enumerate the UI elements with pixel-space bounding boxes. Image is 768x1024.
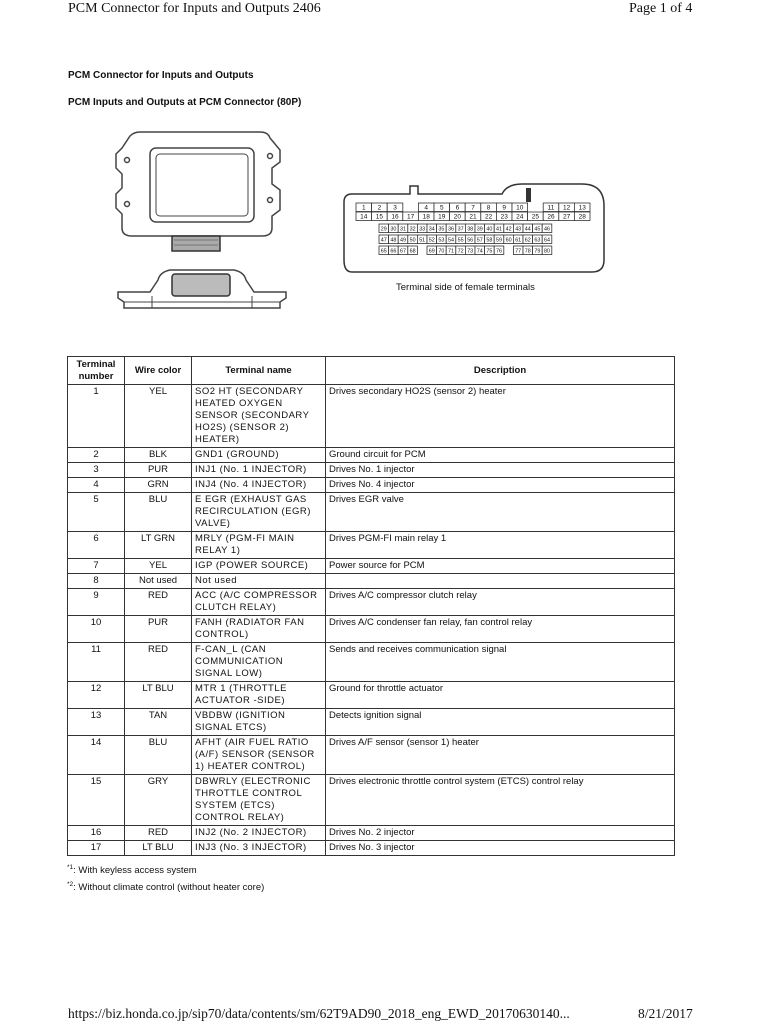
terminal-description bbox=[326, 574, 675, 589]
terminal-cell-label: 70 bbox=[438, 248, 445, 255]
terminal-description: Drives A/F sensor (sensor 1) heater bbox=[326, 736, 675, 775]
table-row bbox=[68, 589, 675, 616]
terminal-cell-label: 12 bbox=[562, 204, 571, 212]
footnotes bbox=[67, 861, 264, 895]
terminal-description: Detects ignition signal bbox=[326, 709, 675, 736]
terminal-cell-label: 39 bbox=[476, 226, 483, 233]
terminal-cell-label: 22 bbox=[484, 213, 493, 221]
terminal-cell-label: 24 bbox=[516, 213, 524, 221]
terminal-number: 16 bbox=[68, 826, 125, 841]
table-row bbox=[68, 559, 675, 574]
wire-color: PUR bbox=[125, 616, 192, 643]
terminal-description: Drives secondary HO2S (sensor 2) heater bbox=[326, 385, 675, 448]
terminal-name: E EGR (EXHAUST GAS RECIRCULATION (EGR) VALVE) bbox=[192, 493, 326, 532]
terminal-cell-label: 15 bbox=[375, 213, 384, 221]
terminal-name: IGP (POWER SOURCE) bbox=[192, 559, 326, 574]
pcm-connector-80p-terminal-diagram bbox=[342, 182, 607, 277]
terminal-cell-label: 21 bbox=[469, 213, 477, 221]
wire-color: TAN bbox=[125, 709, 192, 736]
terminal-cell-label: 33 bbox=[419, 226, 426, 233]
terminal-cell-label: 7 bbox=[471, 204, 475, 212]
terminal-cell-label: 57 bbox=[476, 237, 483, 244]
wire-color: BLU bbox=[125, 493, 192, 532]
terminal-description: Drives A/C compressor clutch relay bbox=[326, 589, 675, 616]
terminal-description: Power source for PCM bbox=[326, 559, 675, 574]
pcm-unit-illustration bbox=[112, 128, 302, 323]
table-row bbox=[68, 493, 675, 532]
terminal-cell-label: 58 bbox=[486, 237, 493, 244]
terminal-cell-label: 72 bbox=[457, 248, 464, 255]
terminal-name: INJ1 (No. 1 INJECTOR) bbox=[192, 463, 326, 478]
terminal-number: 15 bbox=[68, 775, 125, 826]
terminal-cell-label: 60 bbox=[505, 237, 512, 244]
terminal-cell-label: 59 bbox=[496, 237, 502, 244]
terminal-number: 10 bbox=[68, 616, 125, 643]
terminal-cell-label: 77 bbox=[515, 248, 522, 255]
terminal-cell-label: 37 bbox=[457, 226, 464, 233]
terminal-cell-label: 49 bbox=[400, 237, 406, 244]
terminal-cell-label: 4 bbox=[424, 204, 429, 212]
terminal-cell-label: 44 bbox=[524, 226, 531, 233]
terminal-cell-label: 41 bbox=[496, 226, 502, 233]
wire-color: GRY bbox=[125, 775, 192, 826]
terminal-number: 6 bbox=[68, 532, 125, 559]
document-header-title: PCM Connector for Inputs and Outputs 2406 bbox=[68, 1, 321, 16]
terminal-cell-label: 53 bbox=[438, 237, 445, 244]
terminal-cell-label: 19 bbox=[438, 213, 446, 221]
wire-color: BLK bbox=[125, 448, 192, 463]
terminal-cell-label: 61 bbox=[515, 237, 522, 244]
terminal-cell-label: 47 bbox=[380, 237, 387, 244]
terminal-cell-label: 1 bbox=[361, 204, 366, 212]
table-row bbox=[68, 385, 675, 448]
terminal-description: Ground circuit for PCM bbox=[326, 448, 675, 463]
wire-color: LT BLU bbox=[125, 682, 192, 709]
terminal-description: Drives No. 2 injector bbox=[326, 826, 675, 841]
page-number: Page 1 of 4 bbox=[629, 1, 693, 16]
terminal-cell-label: 52 bbox=[428, 237, 435, 244]
terminal-cell-label: 43 bbox=[515, 226, 522, 233]
terminal-cell-label: 13 bbox=[578, 204, 586, 212]
footnote-mark: *1 bbox=[67, 864, 74, 871]
terminal-name: FANH (RADIATOR FAN CONTROL) bbox=[192, 616, 326, 643]
terminal-cell-label: 46 bbox=[544, 226, 550, 233]
column-header-wire-color: Wire color bbox=[125, 357, 192, 385]
footer-url[interactable]: https://biz.honda.co.jp/sip70/data/contents/sm/62T9AD90_2018_eng_EWD_20170630140... bbox=[68, 1006, 570, 1021]
terminal-cell-label: 38 bbox=[467, 226, 474, 233]
section-heading: PCM Connector for Inputs and Outputs bbox=[68, 70, 254, 81]
terminal-cell-label: 51 bbox=[419, 237, 426, 244]
terminal-cell-label: 27 bbox=[562, 213, 571, 221]
terminal-cell-label: 8 bbox=[486, 204, 491, 212]
terminal-cell-label: 18 bbox=[422, 213, 430, 221]
terminal-description: Drives electronic throttle control system (ETCS) control relay bbox=[326, 775, 675, 826]
terminal-cell-label: 68 bbox=[409, 248, 416, 255]
wire-color: LT BLU bbox=[125, 841, 192, 856]
wire-color: RED bbox=[125, 826, 192, 841]
wire-color: PUR bbox=[125, 463, 192, 478]
terminal-number: 4 bbox=[68, 478, 125, 493]
terminal-cell-label: 80 bbox=[544, 248, 550, 255]
terminal-description: Drives PGM-FI main relay 1 bbox=[326, 532, 675, 559]
terminal-cell-label: 76 bbox=[496, 248, 502, 255]
column-header-terminal-number: Terminal number bbox=[68, 357, 125, 385]
table-row bbox=[68, 532, 675, 559]
terminal-cell-label: 62 bbox=[524, 237, 531, 244]
terminal-name: Not used bbox=[192, 574, 326, 589]
terminal-cell-label: 63 bbox=[534, 237, 541, 244]
terminal-cell-label: 67 bbox=[400, 248, 406, 255]
terminal-cell-label: 75 bbox=[486, 248, 493, 255]
table-row bbox=[68, 736, 675, 775]
terminal-name: GND1 (GROUND) bbox=[192, 448, 326, 463]
terminal-name: AFHT (AIR FUEL RATIO (A/F) SENSOR (SENSOR 1) HEATER CONTROL) bbox=[192, 736, 326, 775]
terminal-name: INJ2 (No. 2 INJECTOR) bbox=[192, 826, 326, 841]
terminal-cell-label: 28 bbox=[578, 213, 586, 221]
terminal-cell-label: 23 bbox=[500, 213, 508, 221]
terminal-cell-label: 17 bbox=[406, 213, 415, 221]
terminal-number: 14 bbox=[68, 736, 125, 775]
terminal-description: Drives No. 4 injector bbox=[326, 478, 675, 493]
terminal-number: 3 bbox=[68, 463, 125, 478]
wire-color: GRN bbox=[125, 478, 192, 493]
terminal-cell-label: 42 bbox=[505, 226, 512, 233]
wire-color: RED bbox=[125, 589, 192, 616]
terminal-cell-label: 71 bbox=[448, 248, 454, 255]
terminal-number: 17 bbox=[68, 841, 125, 856]
terminal-cell-label: 74 bbox=[476, 248, 483, 255]
terminal-cell-label: 20 bbox=[453, 213, 462, 221]
footnote bbox=[67, 861, 264, 878]
table-row bbox=[68, 643, 675, 682]
table-row bbox=[68, 775, 675, 826]
table-row bbox=[68, 448, 675, 463]
terminal-name: MRLY (PGM-FI MAIN RELAY 1) bbox=[192, 532, 326, 559]
terminal-description: Drives No. 3 injector bbox=[326, 841, 675, 856]
terminal-cell-label: 29 bbox=[380, 226, 387, 233]
terminal-cell-label: 79 bbox=[534, 248, 541, 255]
table-row bbox=[68, 826, 675, 841]
terminal-cell-label: 31 bbox=[400, 226, 406, 233]
terminal-cell-label: 50 bbox=[409, 237, 416, 244]
table-row bbox=[68, 682, 675, 709]
terminal-name: SO2 HT (SECONDARY HEATED OXYGEN SENSOR (SECONDARY HO2S) (SENSOR 2) HEATER) bbox=[192, 385, 326, 448]
terminal-number: 7 bbox=[68, 559, 125, 574]
terminal-cell-label: 26 bbox=[547, 213, 555, 221]
wire-color: Not used bbox=[125, 574, 192, 589]
table-row bbox=[68, 841, 675, 856]
table-row bbox=[68, 478, 675, 493]
column-header-terminal-name: Terminal name bbox=[192, 357, 326, 385]
terminal-cell-label: 45 bbox=[534, 226, 541, 233]
terminal-cell-label: 48 bbox=[390, 237, 397, 244]
terminal-cell-label: 3 bbox=[393, 204, 397, 212]
terminal-name: INJ3 (No. 3 INJECTOR) bbox=[192, 841, 326, 856]
terminal-cell-label: 5 bbox=[439, 204, 444, 212]
footer-date: 8/21/2017 bbox=[638, 1006, 693, 1021]
table-row bbox=[68, 574, 675, 589]
terminal-cell-label: 25 bbox=[531, 213, 540, 221]
terminal-number: 2 bbox=[68, 448, 125, 463]
terminal-cell-label: 64 bbox=[544, 237, 550, 244]
footnote-text: : Without climate control (without heater core) bbox=[73, 882, 265, 894]
connector-caption: Terminal side of female terminals bbox=[396, 282, 535, 293]
terminal-name: VBDBW (IGNITION SIGNAL ETCS) bbox=[192, 709, 326, 736]
terminal-description: Sends and receives communication signal bbox=[326, 643, 675, 682]
terminal-cell-label: 35 bbox=[438, 226, 445, 233]
terminal-cell-label: 2 bbox=[377, 204, 382, 212]
terminal-number: 13 bbox=[68, 709, 125, 736]
terminal-cell-label: 10 bbox=[516, 204, 524, 212]
wire-color: YEL bbox=[125, 385, 192, 448]
terminal-cell-label: 9 bbox=[502, 204, 507, 212]
terminal-description: Drives No. 1 injector bbox=[326, 463, 675, 478]
subsection-heading: PCM Inputs and Outputs at PCM Connector (80P) bbox=[68, 97, 302, 108]
wire-color: RED bbox=[125, 643, 192, 682]
terminal-description: Ground for throttle actuator bbox=[326, 682, 675, 709]
table-row bbox=[68, 463, 675, 478]
terminal-number: 9 bbox=[68, 589, 125, 616]
table-header-row bbox=[68, 357, 675, 385]
terminal-description: Drives A/C condenser fan relay, fan control relay bbox=[326, 616, 675, 643]
terminal-cell-label: 66 bbox=[390, 248, 397, 255]
terminal-name: INJ4 (No. 4 INJECTOR) bbox=[192, 478, 326, 493]
footnote-text: : With keyless access system bbox=[73, 865, 197, 877]
terminal-cell-label: 54 bbox=[448, 237, 454, 244]
terminal-cell-label: 6 bbox=[455, 204, 460, 212]
terminal-cell-label: 65 bbox=[380, 248, 387, 255]
terminal-cell-label: 55 bbox=[457, 237, 464, 244]
pcm-io-table bbox=[67, 356, 675, 856]
terminal-number: 1 bbox=[68, 385, 125, 448]
column-header-description: Description bbox=[326, 357, 675, 385]
terminal-number: 5 bbox=[68, 493, 125, 532]
wire-color: YEL bbox=[125, 559, 192, 574]
terminal-name: MTR 1 (THROTTLE ACTUATOR -SIDE) bbox=[192, 682, 326, 709]
terminal-cell-label: 69 bbox=[428, 248, 435, 255]
terminal-cell-label: 36 bbox=[448, 226, 454, 233]
terminal-cell-label: 30 bbox=[390, 226, 397, 233]
terminal-cell-label: 78 bbox=[524, 248, 531, 255]
terminal-name: ACC (A/C COMPRESSOR CLUTCH RELAY) bbox=[192, 589, 326, 616]
terminal-cell-label: 40 bbox=[486, 226, 493, 233]
terminal-cell-label: 73 bbox=[467, 248, 474, 255]
terminal-cell-label: 56 bbox=[467, 237, 474, 244]
wire-color: BLU bbox=[125, 736, 192, 775]
table-row bbox=[68, 616, 675, 643]
terminal-cell-label: 11 bbox=[547, 204, 555, 212]
terminal-cell-label: 14 bbox=[360, 213, 368, 221]
terminal-number: 12 bbox=[68, 682, 125, 709]
terminal-cell-label: 16 bbox=[391, 213, 399, 221]
terminal-cell-label: 34 bbox=[428, 226, 435, 233]
wire-color: LT GRN bbox=[125, 532, 192, 559]
terminal-description: Drives EGR valve bbox=[326, 493, 675, 532]
terminal-name: F-CAN_L (CAN COMMUNICATION SIGNAL LOW) bbox=[192, 643, 326, 682]
terminal-number: 11 bbox=[68, 643, 125, 682]
terminal-name: DBWRLY (ELECTRONIC THROTTLE CONTROL SYSTEM (ETCS) CONTROL RELAY) bbox=[192, 775, 326, 826]
footnote bbox=[67, 878, 264, 895]
footnote-mark: *2 bbox=[67, 881, 74, 889]
terminal-cell-label: 32 bbox=[409, 226, 416, 233]
terminal-number: 8 bbox=[68, 574, 125, 589]
table-row bbox=[68, 709, 675, 736]
